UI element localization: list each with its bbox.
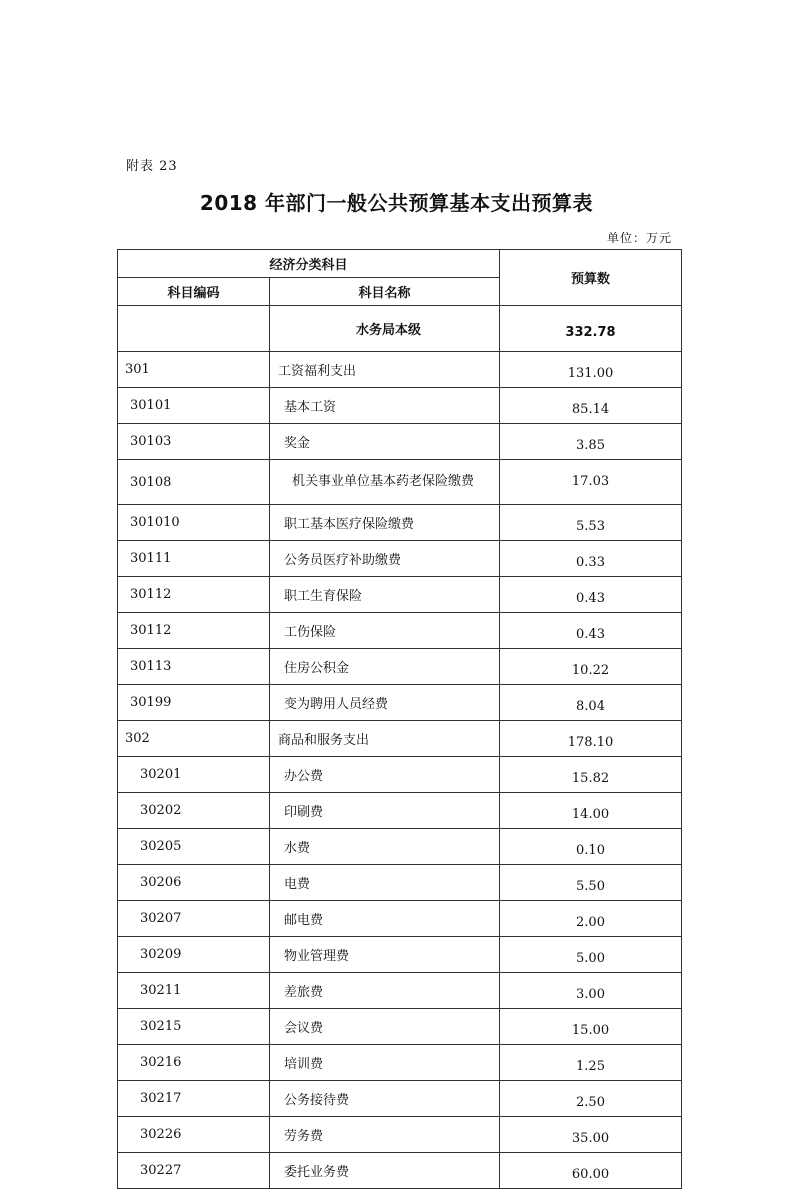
row-code: 301010 — [118, 505, 270, 541]
row-amount-value: 131.00 — [567, 365, 614, 381]
row-amount-value: 5.53 — [576, 518, 605, 534]
row-amount-value: 85.14 — [571, 401, 610, 417]
header-amount-cell: 预算数 — [500, 250, 682, 306]
table-row — [118, 721, 682, 757]
row-amount-value: 178.10 — [567, 734, 614, 750]
row-name: 劳务费 — [270, 1117, 500, 1153]
row-code: 30112 — [118, 577, 270, 613]
row-name: 基本工资 — [270, 388, 500, 424]
row-name: 培训费 — [270, 1045, 500, 1081]
row-amount — [500, 424, 682, 460]
table-row — [118, 973, 682, 1009]
table-row — [118, 1045, 682, 1081]
row-code: 30108 — [118, 460, 270, 505]
row-amount-value: 14.00 — [571, 806, 610, 822]
row-name-text: 机关事业单位基本药老保险缴费 — [292, 474, 475, 489]
row-amount — [500, 541, 682, 577]
table-row — [118, 577, 682, 613]
row-code: 30216 — [118, 1045, 270, 1081]
row-amount — [500, 937, 682, 973]
row-amount — [500, 829, 682, 865]
row-amount — [500, 1009, 682, 1045]
row-amount-value: 35.00 — [571, 1130, 610, 1146]
row-amount-value: 3.00 — [576, 986, 605, 1002]
row-name: 公务员医疗补助缴费 — [270, 541, 500, 577]
row-code: 30207 — [118, 901, 270, 937]
table-row — [118, 685, 682, 721]
row-name: 差旅费 — [270, 973, 500, 1009]
row-amount — [500, 685, 682, 721]
row-name: 工资福利支出 — [270, 352, 500, 388]
row-amount-value: 0.33 — [576, 554, 605, 570]
row-name: 委托业务费 — [270, 1153, 500, 1189]
row-name: 职工生育保险 — [270, 577, 500, 613]
row-amount-value: 2.00 — [576, 914, 605, 930]
row-amount-value: 5.00 — [576, 950, 605, 966]
row-name: 商品和服务支出 — [270, 721, 500, 757]
header-group-cell: 经济分类科目 — [118, 250, 500, 278]
row-code: 30103 — [118, 424, 270, 460]
table-row — [118, 613, 682, 649]
table-row — [118, 1009, 682, 1045]
row-amount — [500, 721, 682, 757]
table-row — [118, 388, 682, 424]
row-code: 30202 — [118, 793, 270, 829]
table-row — [118, 901, 682, 937]
row-amount — [500, 1045, 682, 1081]
header-code-cell: 科目编码 — [118, 278, 270, 306]
row-code: 301 — [118, 352, 270, 388]
table-row — [118, 1153, 682, 1189]
row-amount — [500, 505, 682, 541]
unit-label: 单位：万元 — [606, 231, 672, 245]
row-amount — [500, 901, 682, 937]
row-code: 30217 — [118, 1081, 270, 1117]
row-code: 30111 — [118, 541, 270, 577]
table-row — [118, 424, 682, 460]
row-amount-value: 15.82 — [571, 770, 610, 786]
table-row — [118, 865, 682, 901]
row-name: 工伤保险 — [270, 613, 500, 649]
row-amount — [500, 973, 682, 1009]
row-amount — [500, 757, 682, 793]
row-name: 奖金 — [270, 424, 500, 460]
table-row — [118, 829, 682, 865]
total-row — [118, 306, 682, 352]
row-amount-value: 2.50 — [576, 1094, 605, 1110]
row-amount — [500, 793, 682, 829]
row-name: 电费 — [270, 865, 500, 901]
row-amount-value: 1.25 — [576, 1058, 605, 1074]
total-name: 水务局本级 — [270, 306, 500, 352]
row-amount-value: 0.43 — [576, 590, 605, 606]
table-row — [118, 793, 682, 829]
row-code: 302 — [118, 721, 270, 757]
row-amount — [500, 352, 682, 388]
row-name: 会议费 — [270, 1009, 500, 1045]
table-row — [118, 1081, 682, 1117]
row-name: 办公费 — [270, 757, 500, 793]
row-code: 30101 — [118, 388, 270, 424]
row-name: 变为聘用人员经费 — [270, 685, 500, 721]
row-code: 30205 — [118, 829, 270, 865]
row-amount — [500, 388, 682, 424]
table-row — [118, 505, 682, 541]
row-amount-value: 3.85 — [576, 437, 605, 453]
row-amount-value: 15.00 — [571, 1022, 610, 1038]
table-row — [118, 649, 682, 685]
row-code: 30201 — [118, 757, 270, 793]
row-amount — [500, 460, 682, 505]
row-code: 30209 — [118, 937, 270, 973]
header-name-cell: 科目名称 — [270, 278, 500, 306]
budget-table — [117, 249, 682, 1189]
row-code: 30215 — [118, 1009, 270, 1045]
row-name: 邮电费 — [270, 901, 500, 937]
row-code: 30199 — [118, 685, 270, 721]
table-row — [118, 541, 682, 577]
row-code: 30112 — [118, 613, 270, 649]
row-name: 公务接待费 — [270, 1081, 500, 1117]
row-amount-value: 17.03 — [571, 474, 610, 489]
row-amount — [500, 613, 682, 649]
row-amount — [500, 1153, 682, 1189]
total-code — [118, 306, 270, 352]
row-name: 印刷费 — [270, 793, 500, 829]
page-title: 2018 年部门一般公共预算基本支出预算表 — [199, 191, 594, 215]
row-code: 30211 — [118, 973, 270, 1009]
row-amount — [500, 865, 682, 901]
row-name: 住房公积金 — [270, 649, 500, 685]
row-amount-value: 0.43 — [576, 626, 605, 642]
row-code: 30113 — [118, 649, 270, 685]
row-code: 30227 — [118, 1153, 270, 1189]
row-amount-value: 0.10 — [576, 842, 605, 858]
row-amount-value: 8.04 — [576, 698, 605, 714]
row-amount-value: 5.50 — [576, 878, 605, 894]
row-code: 30206 — [118, 865, 270, 901]
row-amount — [500, 649, 682, 685]
row-amount-value: 60.00 — [571, 1166, 610, 1182]
row-name — [270, 460, 500, 505]
row-amount-value: 10.22 — [571, 662, 610, 678]
row-amount — [500, 1081, 682, 1117]
total-amount: 332.78 — [500, 306, 682, 352]
header-row-group — [118, 250, 682, 278]
table-row — [118, 757, 682, 793]
table-row — [118, 937, 682, 973]
row-name: 水费 — [270, 829, 500, 865]
row-name: 物业管理费 — [270, 937, 500, 973]
table-row — [118, 352, 682, 388]
table-row — [118, 460, 682, 505]
row-name: 职工基本医疗保险缴费 — [270, 505, 500, 541]
row-amount — [500, 577, 682, 613]
row-code: 30226 — [118, 1117, 270, 1153]
annex-label: 附表 23 — [126, 159, 178, 174]
